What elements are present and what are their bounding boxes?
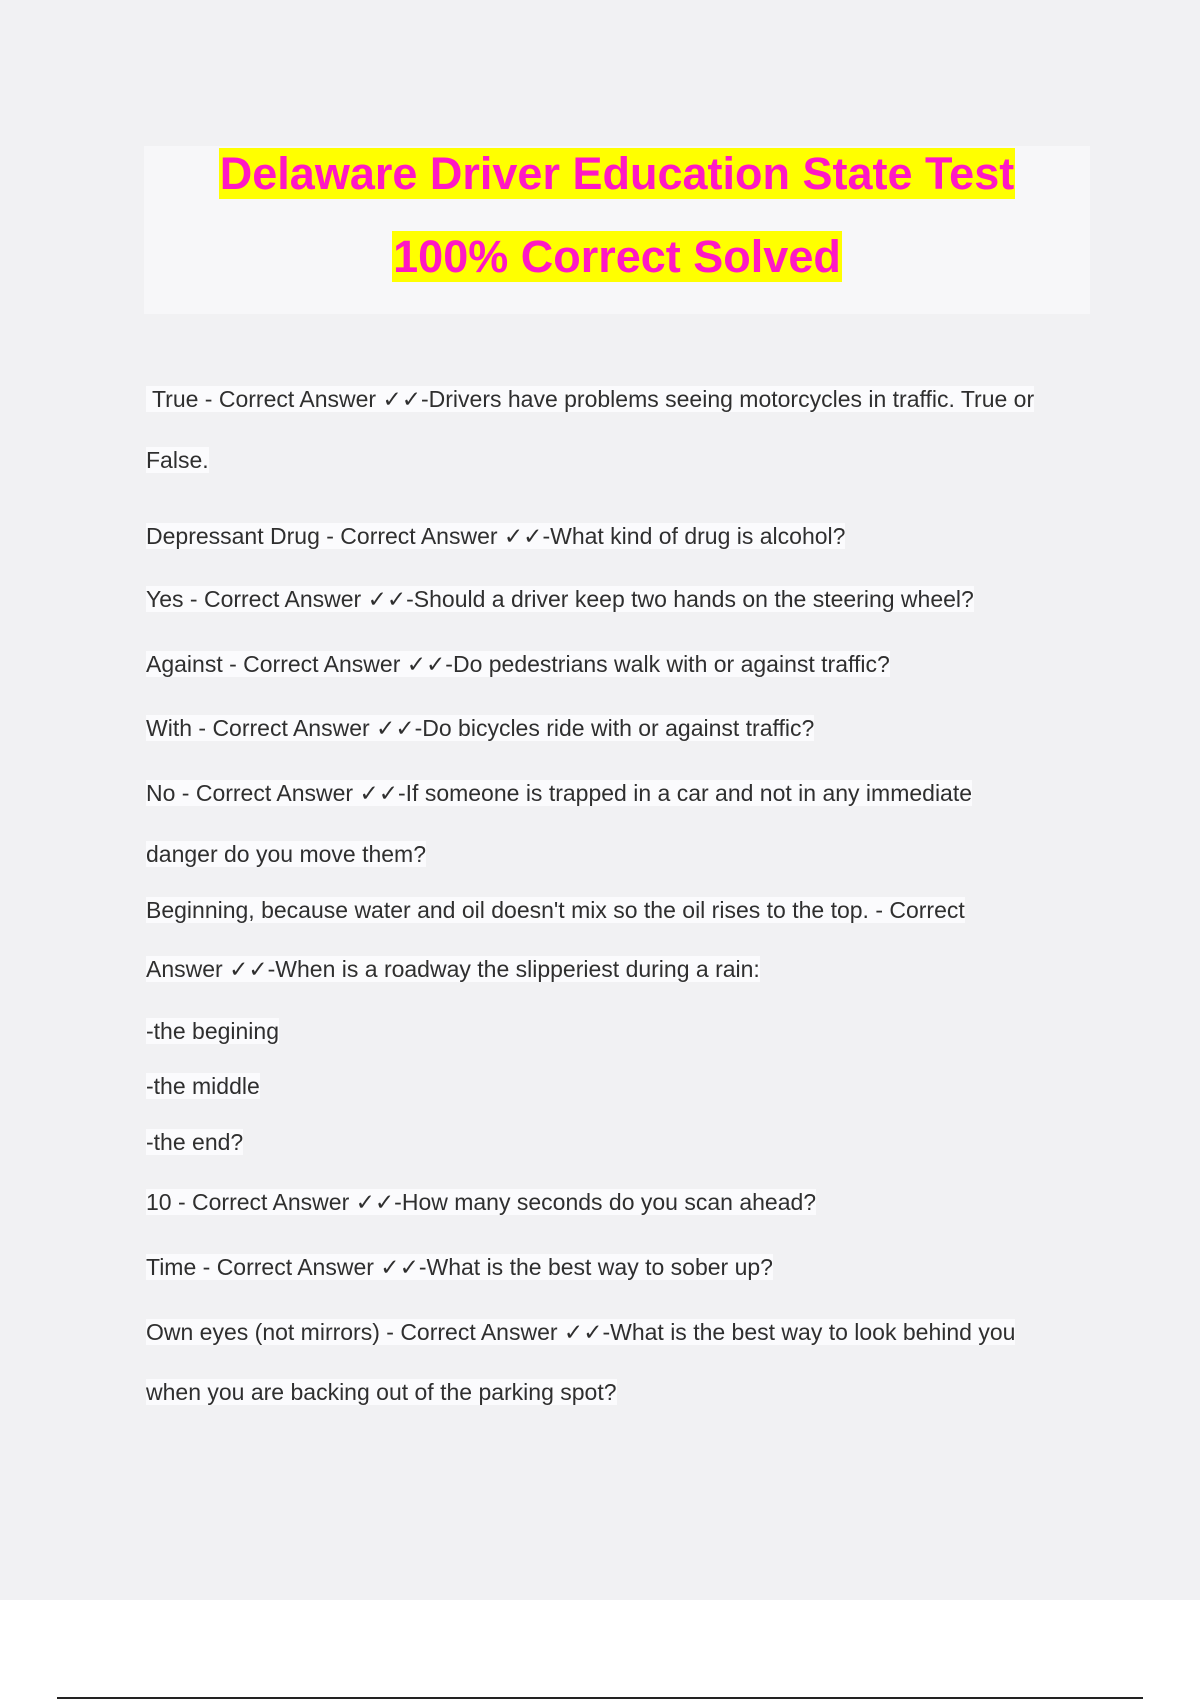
qa-line: when you are backing out of the parking spot? (146, 1379, 617, 1405)
document-title-line-1 (144, 146, 1090, 202)
qa-line: False. (146, 447, 209, 473)
qa-line: With - Correct Answer ✓✓-Do bicycles ride with or against traffic? (146, 715, 815, 741)
qa-line: -the middle (146, 1073, 260, 1099)
qa-line: True - Correct Answer ✓✓-Drivers have problems seeing motorcycles in traffic. True or (146, 386, 1035, 412)
qa-line: danger do you move them? (146, 841, 427, 867)
qa-line: No - Correct Answer ✓✓-If someone is trapped in a car and not in any immediate (146, 780, 973, 806)
qa-line: 10 - Correct Answer ✓✓-How many seconds do you scan ahead? (146, 1189, 817, 1215)
title-highlight-2: 100% Correct Solved (393, 231, 841, 282)
title-highlight-1: Delaware Driver Education State Test (219, 148, 1015, 199)
qa-line: Answer ✓✓-When is a roadway the slipperiest during a rain: (146, 956, 760, 982)
qa-line: Beginning, because water and oil doesn't mix so the oil rises to the top. - Correct (146, 897, 965, 923)
qa-line: Against - Correct Answer ✓✓-Do pedestrians walk with or against traffic? (146, 651, 890, 677)
title-box (144, 146, 1090, 314)
footer-rule (57, 1697, 1143, 1699)
qa-line: Own eyes (not mirrors) - Correct Answer ✓✓-What is the best way to look behind you (146, 1319, 1016, 1345)
qa-line: Depressant Drug - Correct Answer ✓✓-What kind of drug is alcohol? (146, 523, 846, 549)
qa-line: Time - Correct Answer ✓✓-What is the best way to sober up? (146, 1254, 773, 1280)
document-title-line-2 (144, 229, 1090, 285)
qa-line: -the end? (146, 1129, 244, 1155)
qa-line: Yes - Correct Answer ✓✓-Should a driver keep two hands on the steering wheel? (146, 586, 974, 612)
qa-line: -the begining (146, 1018, 279, 1044)
